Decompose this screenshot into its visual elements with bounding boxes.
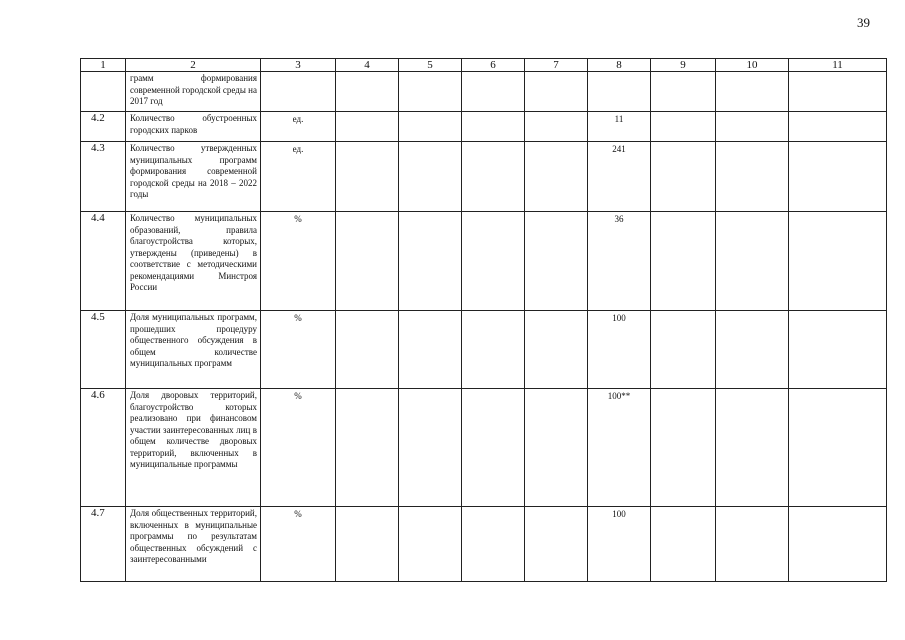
empty-cell [462,311,525,389]
value-cell: 11 [588,112,651,142]
empty-cell [525,72,588,112]
empty-cell [651,72,716,112]
indicator-name: Доля общественных территорий, включенных в муниципальные программы по результатам общественных обсуждений с заинтересованными [126,507,261,582]
empty-cell [336,72,399,112]
empty-cell [336,389,399,507]
unit-cell [261,72,336,112]
empty-cell [462,389,525,507]
empty-cell [716,142,789,212]
empty-cell [789,212,887,311]
indicator-name: Доля дворовых территорий, благоустройство которых реализовано при финансовом участии заинтересованных лиц в общем количестве дворовых территорий, включенных в муниципальные программы [126,389,261,507]
row-number: 4.7 [81,507,126,582]
indicator-name: грамм формирования современной городской среды на 2017 год [126,72,261,112]
empty-cell [651,311,716,389]
empty-cell [716,389,789,507]
empty-cell [336,311,399,389]
indicator-name: Количество обустроенных городских парков [126,112,261,142]
empty-cell [651,212,716,311]
empty-cell [399,389,462,507]
empty-cell [525,389,588,507]
empty-cell [651,507,716,582]
empty-cell [716,212,789,311]
column-header: 8 [588,59,651,72]
empty-cell [399,72,462,112]
unit-cell: ед. [261,112,336,142]
unit-cell: % [261,212,336,311]
empty-cell [336,142,399,212]
table-row [81,142,887,212]
empty-cell [462,72,525,112]
value-cell: 100 [588,311,651,389]
indicator-name: Количество муниципальных образований, правила благоустройства которых, утверждены (приведены) в соответствие с методическими рекомендациями Минстроя России [126,212,261,311]
unit-cell: % [261,389,336,507]
empty-cell [399,507,462,582]
column-header: 10 [716,59,789,72]
empty-cell [789,112,887,142]
empty-cell [716,72,789,112]
row-number: 4.3 [81,142,126,212]
column-header: 7 [525,59,588,72]
row-number: 4.4 [81,212,126,311]
value-cell: 100 [588,507,651,582]
empty-cell [399,212,462,311]
empty-cell [336,112,399,142]
empty-cell [336,507,399,582]
column-header: 5 [399,59,462,72]
empty-cell [336,212,399,311]
indicator-name: Доля муниципальных программ, прошедших процедуру общественного обсуждения в общем количестве муниципальных программ [126,311,261,389]
row-number: 4.6 [81,389,126,507]
empty-cell [716,112,789,142]
empty-cell [462,112,525,142]
empty-cell [789,142,887,212]
empty-cell [525,507,588,582]
table-header-row [81,59,887,72]
column-header: 9 [651,59,716,72]
empty-cell [399,112,462,142]
column-header: 6 [462,59,525,72]
unit-cell: % [261,507,336,582]
empty-cell [716,507,789,582]
empty-cell [651,142,716,212]
indicator-name: Количество утвержденных муниципальных программ формирования современной городской среды на 2018 – 2022 годы [126,142,261,212]
empty-cell [462,212,525,311]
empty-cell [399,142,462,212]
table-row [81,389,887,507]
empty-cell [716,311,789,389]
value-cell [588,72,651,112]
column-header: 1 [81,59,126,72]
value-cell: 100** [588,389,651,507]
empty-cell [651,112,716,142]
column-header: 2 [126,59,261,72]
table-row [81,212,887,311]
value-cell: 241 [588,142,651,212]
value-cell: 36 [588,212,651,311]
column-header: 11 [789,59,887,72]
empty-cell [525,112,588,142]
column-header: 3 [261,59,336,72]
column-header: 4 [336,59,399,72]
empty-cell [525,212,588,311]
indicators-table [80,58,887,582]
row-number: 4.5 [81,311,126,389]
empty-cell [789,311,887,389]
row-number [81,72,126,112]
empty-cell [789,507,887,582]
table-row [81,112,887,142]
unit-cell: ед. [261,142,336,212]
empty-cell [651,389,716,507]
empty-cell [525,142,588,212]
row-number: 4.2 [81,112,126,142]
page-number: 39 [857,15,870,30]
empty-cell [789,389,887,507]
empty-cell [462,142,525,212]
empty-cell [462,507,525,582]
empty-cell [525,311,588,389]
table-row [81,311,887,389]
table-row [81,507,887,582]
unit-cell: % [261,311,336,389]
empty-cell [399,311,462,389]
table-row [81,72,887,112]
empty-cell [789,72,887,112]
